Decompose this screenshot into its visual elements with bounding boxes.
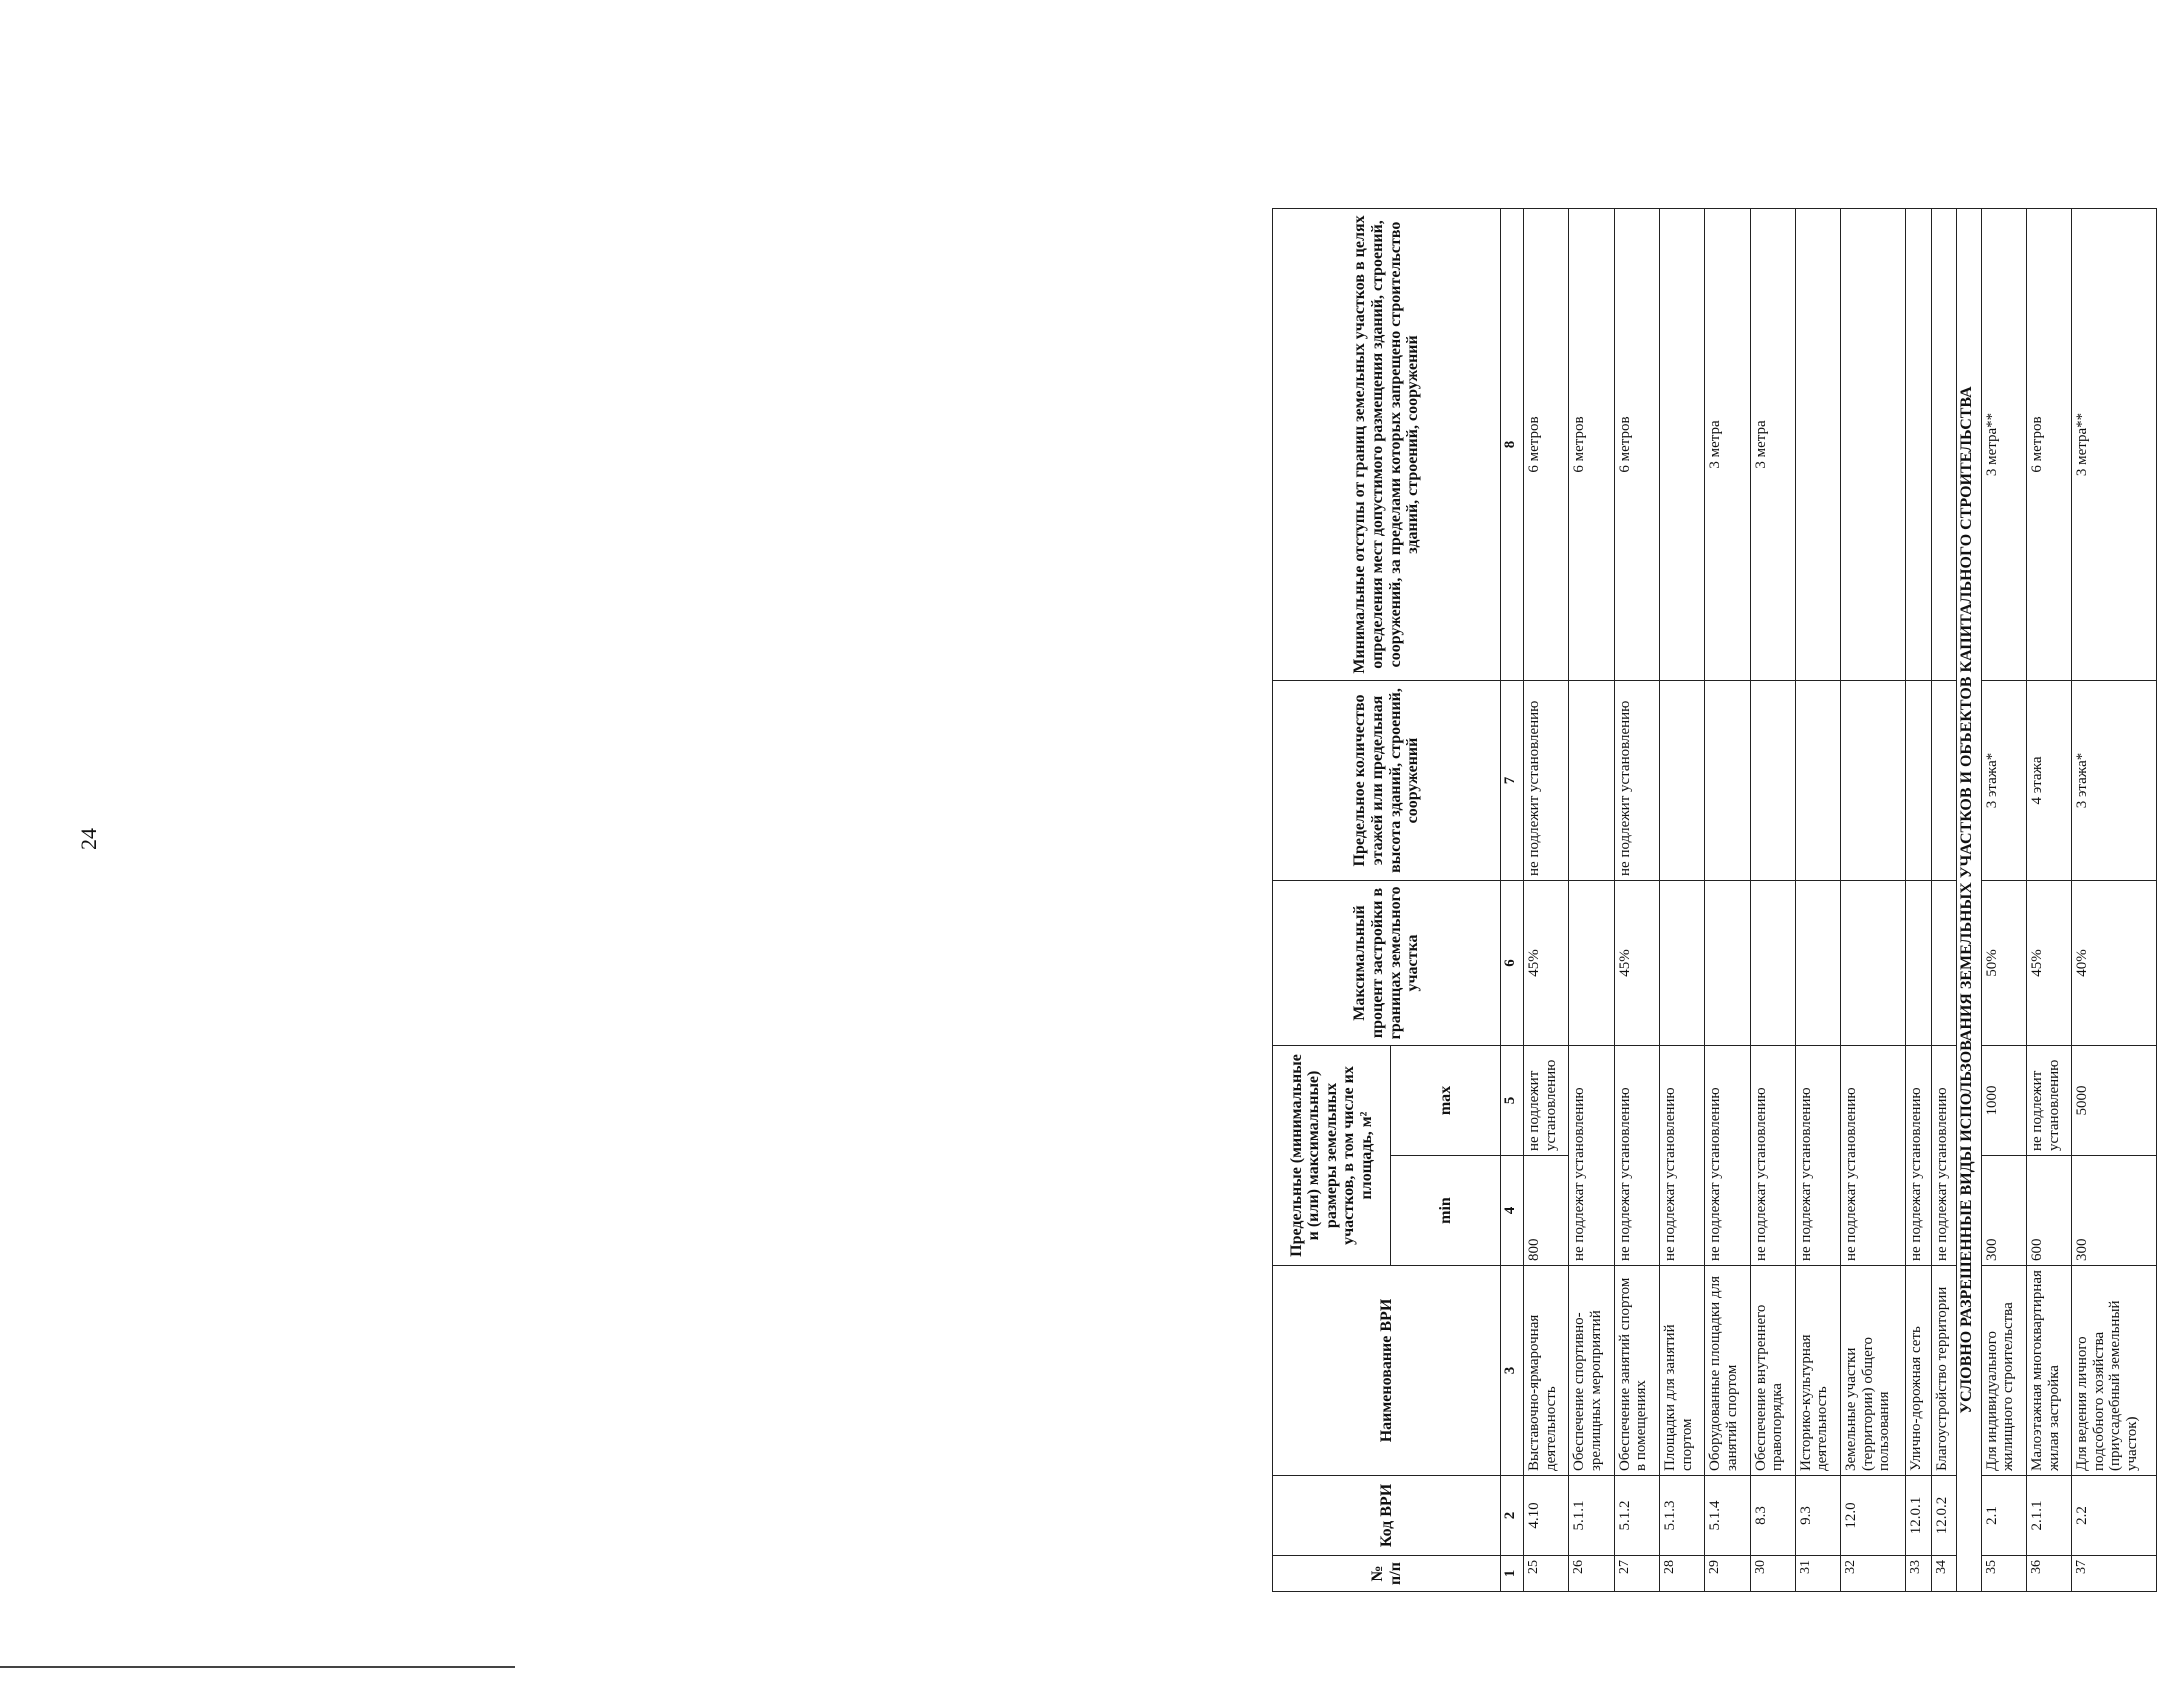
section-row — [1957, 208, 1982, 1591]
table-row — [1795, 208, 1840, 1591]
table-row — [1906, 208, 1932, 1591]
row-max: 5000 — [2072, 1045, 2157, 1155]
header-min: min — [1391, 1156, 1501, 1266]
row-size-merged: не подлежат установлению — [1660, 1045, 1705, 1265]
row-name: Оборудованные площадки для занятий спортом — [1705, 1266, 1750, 1476]
table-row — [2072, 208, 2157, 1591]
row-coverage-empty — [1705, 880, 1750, 1045]
row-code: 12.0.1 — [1906, 1476, 1932, 1556]
row-number: 26 — [1569, 1556, 1614, 1592]
row-code: 9.3 — [1795, 1476, 1840, 1556]
row-code: 12.0.2 — [1931, 1476, 1957, 1556]
table-row — [1705, 208, 1750, 1591]
col-index: 1 — [1501, 1556, 1524, 1592]
row-number: 25 — [1524, 1556, 1569, 1592]
row-floors: не подлежит установлению — [1614, 680, 1659, 880]
table-row — [1931, 208, 1957, 1591]
row-size-merged: не подлежат установлению — [1750, 1045, 1795, 1265]
row-floors: 4 этажа — [2027, 680, 2072, 880]
bottom-divider — [0, 1666, 515, 1668]
row-size-merged: не подлежат установлению — [1931, 1045, 1957, 1265]
table-row — [1569, 208, 1614, 1591]
row-code: 12.0 — [1841, 1476, 1906, 1556]
regulations-table — [1272, 208, 2157, 1592]
row-max: 1000 — [1981, 1045, 2026, 1155]
row-name: Для ведения личного подсобного хозяйства (приусадебный земельный участок) — [2072, 1266, 2157, 1476]
row-setback-empty — [1660, 208, 1705, 680]
col-index: 4 — [1501, 1156, 1524, 1266]
row-coverage: 40% — [2072, 880, 2157, 1045]
row-size-merged: не подлежат установлению — [1795, 1045, 1840, 1265]
row-name: Обеспечение внутреннего правопорядка — [1750, 1266, 1795, 1476]
header-floors: Предельное количество этажей или предельная высота зданий, строений, сооружений — [1273, 680, 1501, 880]
row-name: Выставочно-ярмарочная деятельность — [1524, 1266, 1569, 1476]
row-setback-empty — [1795, 208, 1840, 680]
row-name: Историко-культурная деятельность — [1795, 1266, 1840, 1476]
row-code: 5.1.3 — [1660, 1476, 1705, 1556]
row-floors: 3 этажа* — [2072, 680, 2157, 880]
table-row — [1524, 208, 1569, 1591]
page-number: 24 — [76, 828, 101, 850]
row-code: 4.10 — [1524, 1476, 1569, 1556]
row-number: 30 — [1750, 1556, 1795, 1592]
row-setback-empty — [1931, 208, 1957, 680]
row-number: 32 — [1841, 1556, 1906, 1592]
header-coverage: Максимальный процент застройки в границах земельного участка — [1273, 880, 1501, 1045]
row-size-merged: не подлежат установлению — [1906, 1045, 1932, 1265]
row-floors-empty — [1841, 680, 1906, 880]
row-number: 28 — [1660, 1556, 1705, 1592]
row-coverage-empty — [1660, 880, 1705, 1045]
row-number: 34 — [1931, 1556, 1957, 1592]
row-number: 29 — [1705, 1556, 1750, 1592]
row-coverage-empty — [1750, 880, 1795, 1045]
header-num: № п/п — [1273, 1556, 1501, 1592]
row-max: не подлежит установлению — [1524, 1045, 1569, 1155]
row-floors: не подлежит установлению — [1524, 680, 1569, 880]
header-name: Наименование ВРИ — [1273, 1266, 1501, 1476]
row-number: 31 — [1795, 1556, 1840, 1592]
col-index: 8 — [1501, 208, 1524, 680]
row-setback: 3 метра — [1705, 208, 1750, 680]
row-code: 2.1.1 — [2027, 1476, 2072, 1556]
row-name: Благоустройство территории — [1931, 1266, 1957, 1476]
row-number: 27 — [1614, 1556, 1659, 1592]
row-code: 5.1.4 — [1705, 1476, 1750, 1556]
col-index: 2 — [1501, 1476, 1524, 1556]
row-floors-empty — [1660, 680, 1705, 880]
row-name: Обеспечение занятий спортом в помещениях — [1614, 1266, 1659, 1476]
row-code: 5.1.2 — [1614, 1476, 1659, 1556]
row-name: Малоэтажная многоквартирная жилая застройка — [2027, 1266, 2072, 1476]
col-index: 5 — [1501, 1045, 1524, 1155]
row-coverage: 45% — [1524, 880, 1569, 1045]
row-name: Земельные участки (территории) общего пользования — [1841, 1266, 1906, 1476]
row-min: 800 — [1524, 1156, 1569, 1266]
row-setback: 3 метра** — [2072, 208, 2157, 680]
row-number: 37 — [2072, 1556, 2157, 1592]
row-name: Улично-дорожная сеть — [1906, 1266, 1932, 1476]
table-row — [1660, 208, 1705, 1591]
rotated-table-container — [1272, 209, 2157, 1592]
row-floors-empty — [1569, 680, 1614, 880]
header-max: max — [1391, 1045, 1501, 1155]
row-setback: 3 метра** — [1981, 208, 2026, 680]
row-setback: 6 метров — [1614, 208, 1659, 680]
row-max: не подлежит установлению — [2027, 1045, 2072, 1155]
row-floors-empty — [1750, 680, 1795, 880]
header-setback: Минимальные отступы от границ земельных участков в целях определения мест допустимого размещения зданий, строений, сооружений, за пределами которых запрещено строительство зданий, строений, сооружений — [1273, 208, 1501, 680]
row-coverage-empty — [1569, 880, 1614, 1045]
row-floors-empty — [1795, 680, 1840, 880]
row-coverage: 45% — [2027, 880, 2072, 1045]
row-size-merged: не подлежат установлению — [1841, 1045, 1906, 1265]
row-min: 300 — [1981, 1156, 2026, 1266]
row-number: 33 — [1906, 1556, 1932, 1592]
row-size-merged: не подлежат установлению — [1569, 1045, 1614, 1265]
row-coverage-empty — [1795, 880, 1840, 1045]
row-setback: 3 метра — [1750, 208, 1795, 680]
row-setback-empty — [1906, 208, 1932, 680]
column-index-row — [1501, 208, 1524, 1591]
row-setback: 6 метров — [1569, 208, 1614, 680]
row-code: 2.2 — [2072, 1476, 2157, 1556]
table-row — [2027, 208, 2072, 1591]
row-floors-empty — [1931, 680, 1957, 880]
row-code: 8.3 — [1750, 1476, 1795, 1556]
header-code: Код ВРИ — [1273, 1476, 1501, 1556]
row-number: 36 — [2027, 1556, 2072, 1592]
row-setback-empty — [1841, 208, 1906, 680]
row-floors-empty — [1705, 680, 1750, 880]
row-coverage-empty — [1906, 880, 1932, 1045]
row-floors: 3 этажа* — [1981, 680, 2026, 880]
table-row — [1981, 208, 2026, 1591]
table-row — [1750, 208, 1795, 1591]
row-setback: 6 метров — [1524, 208, 1569, 680]
section-title: УСЛОВНО РАЗРЕШЕННЫЕ ВИДЫ ИСПОЛЬЗОВАНИЯ ЗЕМЕЛЬНЫХ УЧАСТКОВ И ОБЪЕКТОВ КАПИТАЛЬНОГО СТРОИТЕЛЬСТВА — [1957, 208, 1982, 1591]
row-min: 300 — [2072, 1156, 2157, 1266]
table-row — [1614, 208, 1659, 1591]
row-min: 600 — [2027, 1156, 2072, 1266]
row-name: Обеспечение спортивно-зрелищных мероприятий — [1569, 1266, 1614, 1476]
row-number: 35 — [1981, 1556, 2026, 1592]
row-code: 2.1 — [1981, 1476, 2026, 1556]
row-name: Для индивидуального жилищного строительства — [1981, 1266, 2026, 1476]
table-row — [1841, 208, 1906, 1591]
header-size-group: Предельные (минимальные и (или) максимальные) размеры земельных участков, в том числе их площадь, м² — [1273, 1045, 1391, 1265]
row-coverage: 50% — [1981, 880, 2026, 1045]
col-index: 3 — [1501, 1266, 1524, 1476]
row-coverage: 45% — [1614, 880, 1659, 1045]
row-coverage-empty — [1931, 880, 1957, 1045]
row-coverage-empty — [1841, 880, 1906, 1045]
row-setback: 6 метров — [2027, 208, 2072, 680]
row-size-merged: не подлежат установлению — [1705, 1045, 1750, 1265]
row-floors-empty — [1906, 680, 1932, 880]
row-name: Площадки для занятий спортом — [1660, 1266, 1705, 1476]
col-index: 6 — [1501, 880, 1524, 1045]
col-index: 7 — [1501, 680, 1524, 880]
row-size-merged: не подлежат установлению — [1614, 1045, 1659, 1265]
row-code: 5.1.1 — [1569, 1476, 1614, 1556]
